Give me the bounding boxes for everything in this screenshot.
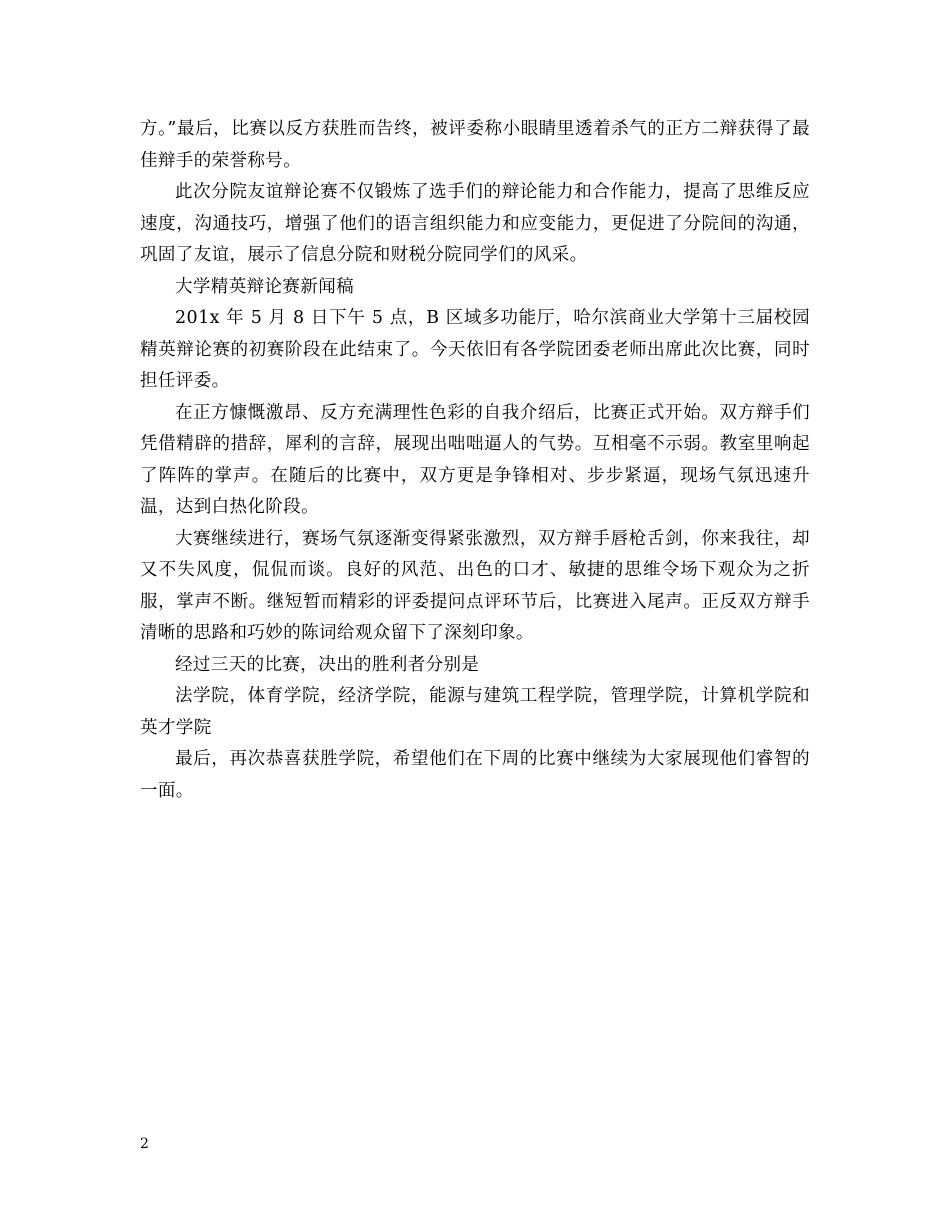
page-number: 2: [140, 1136, 149, 1152]
paragraph-opening: 在正方慷慨激昂、反方充满理性色彩的自我介绍后，比赛正式开始。双方辩手们凭借精辟的措辞，犀利的言辞，展现出咄咄逼人的气势。互相毫不示弱。教室里响起了阵阵的掌声。在随后的比赛中，双方更是争锋相对、步步紧逼，现场气氛迅速升温，达到白热化阶段。: [140, 402, 810, 517]
section-heading: 大学精英辩论赛新闻稿: [175, 276, 354, 297]
paragraph-summary: 此次分院友谊辩论赛不仅锻炼了选手们的辩论能力和合作能力，提高了思维反应速度，沟通技巧，增强了他们的语言组织能力和应变能力，更促进了分院间的沟通，巩固了友谊，展示了信息分院和财税分院同学们的风采。: [140, 182, 810, 265]
paragraph-closing: 最后，再次恭喜获胜学院，希望他们在下周的比赛中继续为大家展现他们睿智的一面。: [140, 749, 810, 801]
paragraph-winners-intro: 经过三天的比赛，决出的胜利者分别是: [175, 654, 480, 675]
document-body: [140, 114, 810, 807]
paragraph-winners-list: 法学院，体育学院，经济学院，能源与建筑工程学院，管理学院，计算机学院和英才学院: [140, 686, 810, 738]
paragraph-intro: 201x 年 5 月 8 日下午 5 点，B 区域多功能厅，哈尔滨商业大学第十三届校园精英辩论赛的初赛阶段在此结束了。今天依旧有各学院团委老师出席此次比赛，同时担任评委。: [140, 308, 810, 391]
paragraph-progress: 大赛继续进行，赛场气氛逐渐变得紧张激烈，双方辩手唇枪舌剑，你来我往，却又不失风度，侃侃而谈。良好的风范、出色的口才、敏捷的思维令场下观众为之折服，掌声不断。继短暂而精彩的评委提问点评环节后，比赛进入尾声。正反双方辩手清晰的思路和巧妙的陈词给观众留下了深刻印象。: [140, 528, 810, 643]
paragraph-continuation: 方。”最后，比赛以反方获胜而告终，被评委称小眼睛里透着杀气的正方二辩获得了最佳辩手的荣誉称号。: [140, 119, 810, 171]
